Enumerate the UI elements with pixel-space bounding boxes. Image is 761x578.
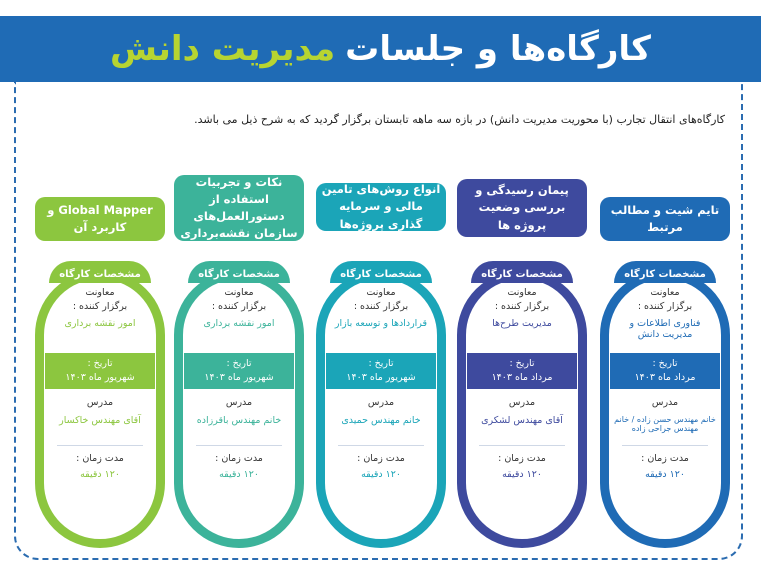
organizer-label-2: برگزار کننده : bbox=[211, 301, 267, 312]
organizer-label-2: برگزار کننده : bbox=[72, 301, 128, 312]
workshop-card bbox=[600, 175, 730, 555]
teacher-label: مدرس bbox=[86, 397, 114, 408]
date-box bbox=[326, 353, 436, 389]
duration-value: ۱۲۰ دقیقه bbox=[361, 469, 401, 480]
organizer-value: امور نقشه برداری bbox=[203, 318, 275, 329]
date-box bbox=[45, 353, 155, 389]
date-label: تاریخ : bbox=[226, 357, 252, 369]
separator-line bbox=[479, 445, 565, 446]
intro-text: کارگاه‌های انتقال تجارب (با محوریت مدیریت دانش) در بازه سه ماهه تابستان برگزار گردید که به شرح ذیل می باشد. bbox=[194, 113, 725, 126]
duration-label: مدت زمان : bbox=[76, 453, 124, 464]
organizer-label-2: برگزار کننده : bbox=[353, 301, 409, 312]
teacher-value: خانم مهندس باقرزاده bbox=[196, 415, 282, 426]
workshop-details-label: مشخصات کارگاه bbox=[471, 261, 573, 283]
date-value: شهریور ماه ۱۴۰۳ bbox=[346, 372, 416, 383]
organizer-label-1: معاونت bbox=[85, 287, 115, 298]
workshop-details-label: مشخصات کارگاه bbox=[188, 261, 290, 283]
page-title: کارگاه‌ها و جلسات bbox=[345, 29, 651, 69]
workshop-details-label: مشخصات کارگاه bbox=[330, 261, 432, 283]
duration-value: ۱۲۰ دقیقه bbox=[80, 469, 120, 480]
workshop-card bbox=[174, 175, 304, 555]
workshop-topic: Global Mapper و کاربرد آن bbox=[35, 197, 165, 241]
organizer-value: مدیریت طرح‌ها bbox=[492, 318, 552, 329]
teacher-label: مدرس bbox=[508, 397, 536, 408]
date-label: تاریخ : bbox=[509, 357, 535, 369]
workshop-topic: تایم شیت و مطالب مرتبط bbox=[600, 197, 730, 241]
duration-label: مدت زمان : bbox=[357, 453, 405, 464]
duration-label: مدت زمان : bbox=[641, 453, 689, 464]
date-value: شهریور ماه ۱۴۰۳ bbox=[65, 372, 135, 383]
date-box bbox=[184, 353, 294, 389]
separator-line bbox=[57, 445, 143, 446]
teacher-label: مدرس bbox=[225, 397, 253, 408]
duration-value: ۱۲۰ دقیقه bbox=[502, 469, 542, 480]
organizer-label-2: برگزار کننده : bbox=[637, 301, 693, 312]
separator-line bbox=[622, 445, 708, 446]
date-label: تاریخ : bbox=[652, 357, 678, 369]
workshop-topic: پیمان رسیدگی و بررسی وضعیت پروژه ها bbox=[457, 179, 587, 237]
teacher-value: خانم مهندس حمیدی bbox=[341, 415, 421, 426]
teacher-value: آقای مهندس خاکسار bbox=[59, 415, 141, 426]
separator-line bbox=[196, 445, 282, 446]
page-header bbox=[0, 16, 761, 82]
workshop-topic: نکات و تجربیات استفاده از دستورالعمل‌های سازمان نقشه‌برداری bbox=[174, 175, 304, 241]
date-value: مرداد ماه ۱۴۰۳ bbox=[491, 372, 553, 383]
duration-label: مدت زمان : bbox=[215, 453, 263, 464]
workshop-card bbox=[316, 175, 446, 555]
teacher-label: مدرس bbox=[651, 397, 679, 408]
top-strip bbox=[0, 0, 761, 14]
separator-line bbox=[338, 445, 424, 446]
organizer-value: فناوری اطلاعات و مدیریت دانش bbox=[629, 318, 701, 340]
teacher-value: آقای مهندس لشکری bbox=[481, 415, 563, 426]
organizer-label-1: معاونت bbox=[507, 287, 537, 298]
workshop-card bbox=[35, 175, 165, 555]
duration-label: مدت زمان : bbox=[498, 453, 546, 464]
organizer-label-2: برگزار کننده : bbox=[494, 301, 550, 312]
workshop-card bbox=[457, 175, 587, 555]
date-label: تاریخ : bbox=[87, 357, 113, 369]
workshop-details-label: مشخصات کارگاه bbox=[614, 261, 716, 283]
duration-value: ۱۲۰ دقیقه bbox=[645, 469, 685, 480]
organizer-label-1: معاونت bbox=[366, 287, 396, 298]
organizer-value: امور نقشه برداری bbox=[64, 318, 136, 329]
organizer-label-1: معاونت bbox=[650, 287, 680, 298]
date-value: مرداد ماه ۱۴۰۳ bbox=[634, 372, 696, 383]
teacher-label: مدرس bbox=[367, 397, 395, 408]
teacher-value: خانم مهندس حسن زاده / خانم مهندس جراحی زاده bbox=[614, 415, 716, 433]
date-box bbox=[467, 353, 577, 389]
date-value: شهریور ماه ۱۴۰۳ bbox=[204, 372, 274, 383]
workshop-topic: انواع روش‌های تامین مالی و سرمایه گذاری پروژه‌ها bbox=[316, 183, 446, 231]
date-label: تاریخ : bbox=[368, 357, 394, 369]
organizer-value: قراردادها و توسعه بازار bbox=[334, 318, 428, 329]
duration-value: ۱۲۰ دقیقه bbox=[219, 469, 259, 480]
organizer-label-1: معاونت bbox=[224, 287, 254, 298]
page-title-accent: مدیریت دانش bbox=[110, 29, 336, 69]
date-box bbox=[610, 353, 720, 389]
workshop-details-label: مشخصات کارگاه bbox=[49, 261, 151, 283]
